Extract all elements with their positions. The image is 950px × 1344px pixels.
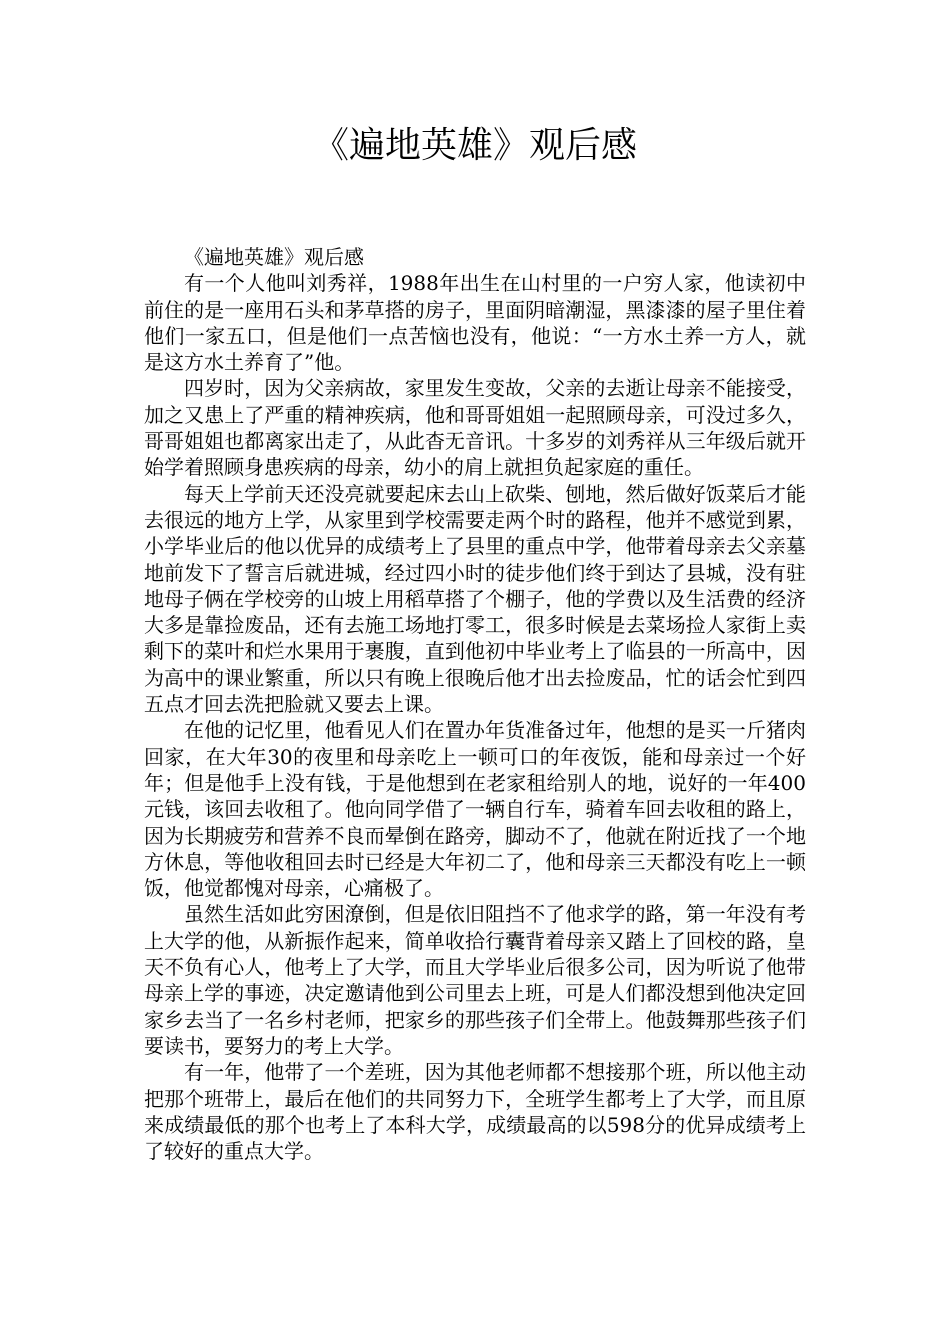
paragraph-5: 虽然生活如此穷困潦倒，但是依旧阻挡不了他求学的路，第一年没有考上大学的他，从新振作起来，简单收拾行囊背着母亲又踏上了回校的路，皇天不负有心人，他考上了大学，而且大学毕业后很多公司，因为听说了他带母亲上学的事迹，决定邀请他到公司里去上班，可是人们都没想到他决定回家乡去当了一名乡村老师，把家乡的那些孩子们全带上。他鼓舞那些孩子们要读书，要努力的考上大学。 [144, 902, 806, 1058]
document-title: 《遍地英雄》观后感 [312, 125, 637, 166]
paragraph-1: 有一个人他叫刘秀祥，1988年出生在山村里的一户穷人家，他读初中前住的是一座用石头和茅草搭的房子，里面阴暗潮湿，黑漆漆的屋子里住着他们一家五口，但是他们一点苦恼也没有，他说：“一方水土养一方人，就是这方水土养育了”他。 [144, 271, 806, 375]
paragraph-3: 每天上学前天还没亮就要起床去山上砍柴、刨地，然后做好饭菜后才能去很远的地方上学，从家里到学校需要走两个时的路程，他并不感觉到累，小学毕业后的他以优异的成绩考上了县里的重点中学，他带着母亲去父亲墓地前发下了誓言后就进城，经过四小时的徒步他们终于到达了县城，没有驻地母子俩在学校旁的山坡上用稻草搭了个棚子，他的学费以及生活费的经济大多是靠捡废品，还有去施工场地打零工，很多时候是去菜场捡人家街上卖剩下的菜叶和烂水果用于裹腹，直到他初中毕业考上了临县的一所高中，因为高中的课业繁重，所以只有晚上很晚后他才出去捡废品，忙的话会忙到四五点才回去洗把脸就又要去上课。 [144, 481, 806, 717]
paragraph-6: 有一年，他带了一个差班，因为其他老师都不想接那个班，所以他主动把那个班带上，最后在他们的共同努力下，全班学生都考上了大学，而且原来成绩最低的那个也考上了本科大学，成绩最高的以598分的优异成绩考上了较好的重点大学。 [144, 1060, 806, 1164]
paragraph-4: 在他的记忆里，他看见人们在置办年货准备过年，他想的是买一斤猪肉回家，在大年30的夜里和母亲吃上一顿可口的年夜饭，能和母亲过一个好年；但是他手上没有钱，于是他想到在老家租给别人的地，说好的一年400元钱，该回去收租了。他向同学借了一辆自行车，骑着车回去收租的路上，因为长期疲劳和营养不良而晕倒在路旁，脚动不了，他就在附近找了一个地方休息，等他收租回去时已经是大年初二了，他和母亲三天都没有吃上一顿饭，他觉都愧对母亲，心痛极了。 [144, 718, 806, 901]
paragraph-2: 四岁时，因为父亲病故，家里发生变故，父亲的去逝让母亲不能接受，加之又患上了严重的精神疾病，他和哥哥姐姐一起照顾母亲，可没过多久，哥哥姐姐也都离家出走了，从此杳无音讯。十多岁的刘秀祥从三年级后就开始学着照顾身患疾病的母亲，幼小的肩上就担负起家庭的重任。 [144, 376, 806, 480]
document-subtitle: 《遍地英雄》观后感 [184, 245, 364, 269]
document-body [144, 244, 806, 1164]
